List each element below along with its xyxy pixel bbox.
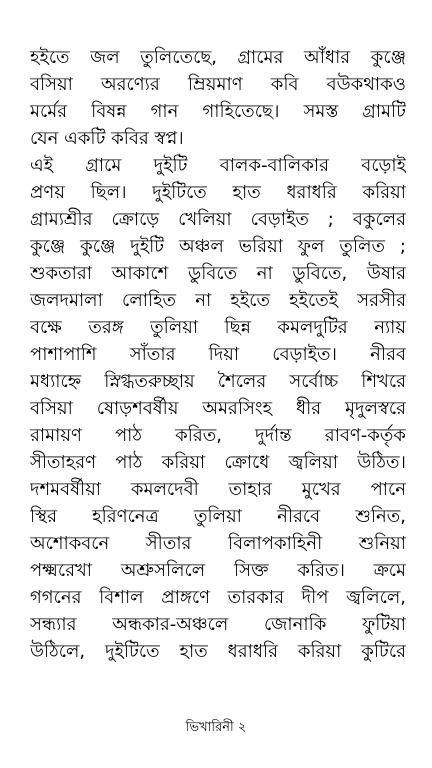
text-line: অশোকবনে সীতার বিলাপকাহিনী শুনিয়া bbox=[30, 533, 406, 554]
text-line: শুকতারা আকাশে ডুবিতে না ডুবিতে, উষার bbox=[30, 263, 406, 284]
text-line: এই গ্রামে দুইটি বালক-বালিকার বড়োই bbox=[30, 155, 406, 176]
text-line: দশমবর্ষীয়া কমলদেবী তাহার মুখের পানে bbox=[30, 479, 406, 500]
text-line: সীতাহরণ পাঠ করিয়া ক্রোধে জ্বলিয়া উঠিত। bbox=[30, 452, 406, 473]
text-line: স্থির হরিণনেত্র তুলিয়া নীরবে শুনিত, bbox=[30, 506, 406, 527]
text-line: কুঞ্জে কুঞ্জে দুইটি অঞ্চল ভরিয়া ফুল তুলিত ; bbox=[30, 236, 406, 257]
page-footer: ভিখারিনী ২ bbox=[185, 720, 247, 735]
text-line: পাশাপাশি সাঁতার দিয়া বেড়াইত। নীরব bbox=[30, 344, 406, 365]
text-line: সন্ধ্যার অন্ধকার-অঞ্চলে জোনাকি ফুটিয়া bbox=[30, 614, 406, 635]
text-line: প্রণয় ছিল। দুইটিতে হাত ধরাধরি করিয়া bbox=[30, 182, 406, 203]
text-line: পক্ষ্মরেখা অশ্রুসলিলে সিক্ত করিত। ক্রমে bbox=[30, 560, 406, 581]
text-line: বসিয়া ষোড়শবর্ষীয় অমরসিংহ ধীর মৃদুলস্বরে bbox=[30, 398, 406, 419]
text-line: যেন একটি কবির স্বপ্ন। bbox=[30, 128, 184, 149]
text-line: বক্ষে তরঙ্গ তুলিয়া ছিন্ন কমলদুটির ন্যায় bbox=[30, 317, 406, 338]
text-line: গ্রাম্যশ্রীর ক্রোড়ে খেলিয়া বেড়াইত ; বকুলের bbox=[30, 209, 406, 230]
text-line: গগনের বিশাল প্রাঙ্গণে তারকার দীপ জ্বলিলে, bbox=[30, 587, 406, 608]
text-line: মধ্যাহ্নে স্নিগ্ধতরুচ্ছায় শৈলের সর্বোচ্চ শিখরে bbox=[30, 371, 406, 392]
text-line: জলদমালা লোহিত না হইতে হইতেই সরসীর bbox=[30, 290, 406, 311]
text-line: বসিয়া অরণ্যের ম্রিয়মাণ কবি বউকথাকও bbox=[30, 74, 406, 95]
text-line: হইতে জল তুলিতেছে, গ্রামের আঁধার কুঞ্জে bbox=[30, 47, 406, 68]
text-line: মর্মের বিষন্ন গান গাহিতেছে। সমস্ত গ্রামটি bbox=[30, 101, 406, 122]
text-line: রামায়ণ পাঠ করিত, দুর্দান্ত রাবণ-কর্তৃক bbox=[30, 425, 406, 446]
text-line: উঠিলে, দুইটিতে হাত ধরাধরি করিয়া কুটিরে bbox=[30, 641, 406, 662]
body-text bbox=[30, 44, 406, 665]
